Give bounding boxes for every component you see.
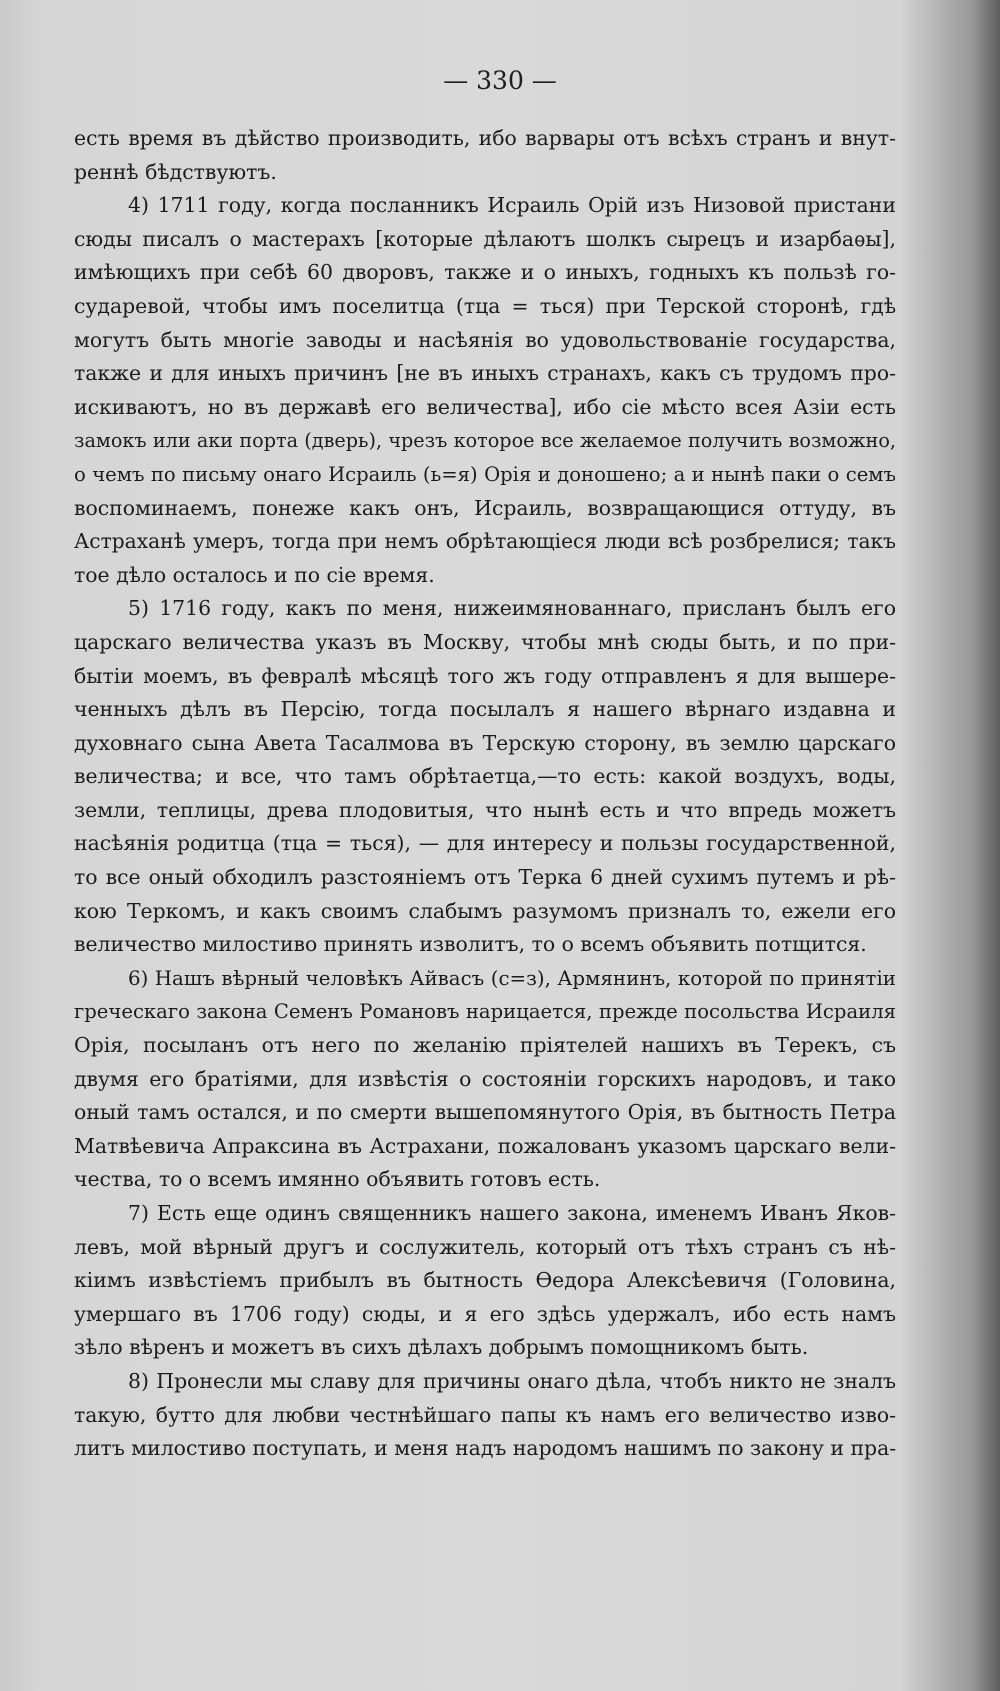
- text-line: оный тамъ остался, и по смерти вышепомянутого Орія, въ бытность Петра: [74, 1100, 896, 1125]
- text-line: двумя его братіями, для извѣстія о состояніи горскихъ народовъ, и тако: [74, 1066, 896, 1091]
- text-line: также и для иныхъ причинъ [не въ иныхъ странахъ, какъ съ трудомъ про-: [74, 361, 896, 386]
- text-line: кою Теркомъ, и какъ своимъ слабымъ разумомъ призналъ то, ежели его: [74, 898, 896, 923]
- text-line: тое дѣло осталось и по сіе время.: [74, 562, 435, 587]
- text-line: Матвѣевича Апраксина въ Астрахани, пожалованъ указомъ царскаго вели-: [74, 1133, 896, 1158]
- text-line: сударевой, чтобы имъ поселитца (тца = ться) при Терской сторонѣ, гдѣ: [74, 293, 896, 318]
- text-line: сюды писалъ о мастерахъ [которые дѣлаютъ шолкъ сырецъ и изарбаѳы],: [74, 226, 896, 251]
- text-line: воспоминаемъ, понеже какъ онъ, Исраиль, возвращающися оттуду, въ: [74, 495, 896, 520]
- text-line: зѣло вѣренъ и можетъ въ сихъ дѣлахъ добрымъ помощникомъ быть.: [74, 1335, 809, 1360]
- text-line: такую, бутто для любви честнѣйшаго папы къ намъ его величество изво-: [74, 1402, 896, 1427]
- text-line: величества; и все, что тамъ обрѣтаетца,—то есть: какой воздухъ, воды,: [74, 764, 896, 789]
- text-line: литъ милостиво поступать, и меня надъ народомъ нашимъ по закону и пра-: [74, 1436, 896, 1461]
- text-line: умершаго въ 1706 году) сюды, и я его здѣсь удержалъ, ибо есть намъ: [74, 1301, 896, 1326]
- text-line: Орія, посыланъ отъ него по желанію пріятелей нашихъ въ Терекъ, съ: [74, 1033, 896, 1058]
- text-line: величество милостиво принять изволитъ, то о всемъ объявить потщится.: [74, 932, 867, 957]
- text-line: 6) Нашъ вѣрный человѣкъ Айвасъ (с=з), Армянинъ, которой по принятіи: [128, 966, 896, 990]
- text-line: о чемъ по письму онаго Исраиль (ь=я) Орія и доношено; а и нынѣ паки о семъ: [74, 462, 896, 486]
- text-line: 4) 1711 году, когда посланникъ Исраиль Орій изъ Низовой пристани: [128, 193, 896, 218]
- text-line: земли, теплицы, древа плодовитыя, что нынѣ есть и что впредь можетъ: [74, 797, 896, 822]
- text-line: кіимъ извѣстіемъ прибылъ въ бытность Ѳедора Алексѣевичя (Головина,: [74, 1268, 896, 1293]
- text-line: могутъ быть многіе заводы и насѣянія во удовольствованіе государства,: [74, 327, 896, 352]
- body-text: [74, 122, 896, 1466]
- text-line: насѣянія родитца (тца = ться), — для интересу и пользы государственной,: [74, 831, 896, 856]
- text-line: 8) Пронесли мы славу для причины онаго дѣла, чтобъ никто не зналъ: [128, 1368, 896, 1393]
- text-line: то все оный обходилъ разстояніемъ отъ Терка 6 дней сухимъ путемъ и рѣ-: [74, 865, 896, 890]
- text-line: чества, то о всемъ имянно объявить готовъ есть.: [74, 1167, 601, 1192]
- text-line: 5) 1716 году, какъ по меня, нижеимянованнаго, присланъ былъ его: [128, 596, 896, 621]
- text-line: левъ, мой вѣрный другъ и сослужитель, который отъ тѣхъ странъ съ нѣ-: [74, 1234, 896, 1259]
- text-line: 7) Есть еще одинъ священникъ нашего закона, именемъ Иванъ Яков-: [128, 1201, 896, 1225]
- text-line: реннѣ бѣдствуютъ.: [74, 159, 277, 184]
- text-line: Астраханѣ умеръ, тогда при немъ обрѣтающіеся люди всѣ розбрелися; такъ: [74, 529, 896, 554]
- text-line: бытіи моемъ, въ февралѣ мѣсяцѣ того жъ году отправленъ я для вышере-: [74, 663, 896, 688]
- text-line: ченныхъ дѣлъ въ Персію, тогда посылалъ я нашего вѣрнаго издавна и: [74, 697, 896, 722]
- text-line: царскаго величества указъ въ Москву, чтобы мнѣ сюды быть, и по при-: [74, 629, 896, 654]
- text-line: есть время въ дѣйство производить, ибо варвары отъ всѣхъ странъ и внут-: [74, 126, 896, 150]
- text-line: греческаго закона Семенъ Романовъ нарицается, прежде посольства Исраиля: [74, 1000, 896, 1024]
- text-line: имѣющихъ при себѣ 60 дворовъ, также и о иныхъ, годныхъ къ пользѣ го-: [74, 260, 896, 285]
- page-number: — 330 —: [443, 66, 557, 95]
- text-line: замокъ или аки порта (дверь), чрезъ которое все желаемое получить возможно,: [74, 429, 896, 453]
- text-line: искиваютъ, но въ державѣ его величества], ибо сіе мѣсто всея Азіи есть: [74, 394, 896, 419]
- text-line: духовнаго сына Авета Тасалмова въ Терскую сторону, въ землю царскаго: [74, 730, 896, 755]
